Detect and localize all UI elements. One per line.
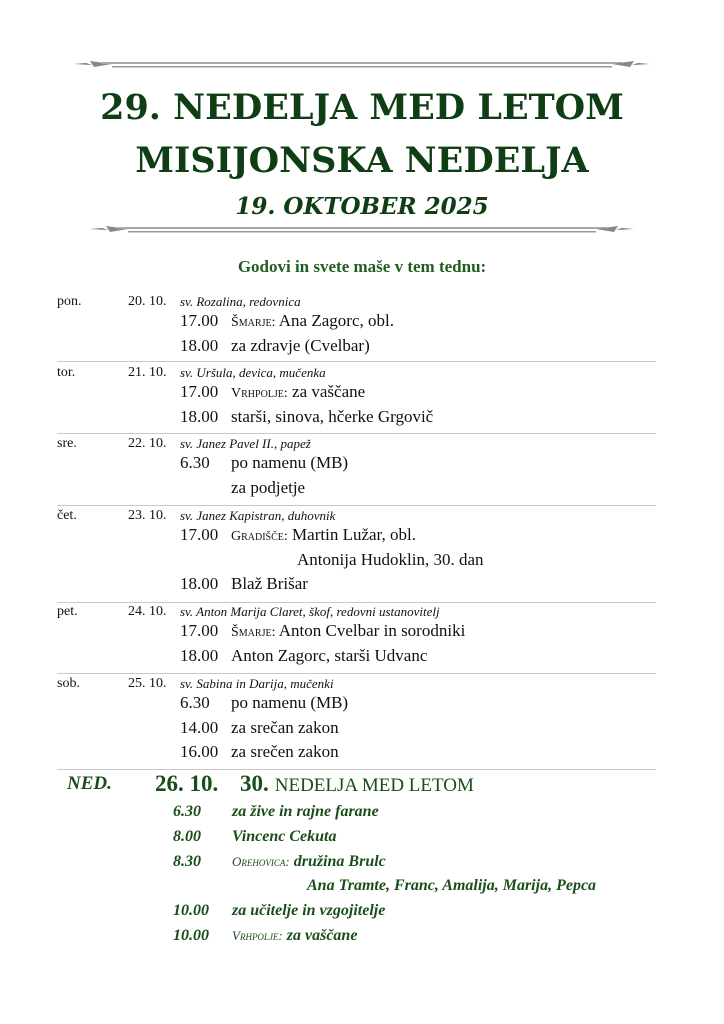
mass-location: Vrhpolje: <box>231 386 288 401</box>
mass-intention <box>231 646 427 666</box>
mass-intention <box>232 853 386 871</box>
top-ornament <box>72 55 652 71</box>
mass-location: Šmarje: <box>231 625 276 640</box>
day-separator <box>57 769 656 770</box>
mass-text: za podjetje <box>231 477 306 497</box>
sunday-title <box>240 771 474 797</box>
mass-intention <box>231 693 348 713</box>
day-name: pon. <box>57 294 82 309</box>
day-name: sob. <box>57 676 80 691</box>
saint-of-day: sv. Sabina in Darija, mučenki <box>180 676 334 691</box>
mass-time: 17.00 <box>180 311 219 330</box>
day-date: 20. 10. <box>128 294 167 309</box>
sunday-date: 26. 10. <box>155 771 219 796</box>
mass-time: 18.00 <box>180 645 219 665</box>
mass-text: za zdravje (Cvelbar) <box>231 335 370 355</box>
mass-text: družina Brulc <box>293 852 386 870</box>
mass-text: Vincenc Cekuta <box>232 827 337 845</box>
mass-time: 10.00 <box>173 902 209 920</box>
sunday-number: 30. <box>240 771 269 796</box>
mass-text: Martin Lužar, obl. <box>292 525 416 544</box>
mass-text: po namenu (MB) <box>231 453 349 472</box>
day-name: čet. <box>57 508 77 523</box>
mass-intention <box>231 574 308 594</box>
day-date: 23. 10. <box>128 508 167 523</box>
mass-intention <box>231 621 465 641</box>
mass-time: 8.00 <box>173 827 201 845</box>
mass-text: za srečen zakon <box>231 742 339 761</box>
mass-time: 17.00 <box>180 621 219 640</box>
mass-time: 8.30 <box>173 852 201 870</box>
saint-of-day: sv. Rozalina, redovnica <box>180 294 301 309</box>
day-date: 21. 10. <box>128 365 167 380</box>
day-name: tor. <box>57 365 76 380</box>
mass-intention <box>232 803 379 821</box>
saint-of-day: sv. Janez Kapistran, duhovnik <box>180 508 336 523</box>
mass-intention <box>231 478 305 498</box>
mass-intention <box>232 902 385 920</box>
mass-text: za srečan zakon <box>231 717 339 737</box>
day-date: 25. 10. <box>128 676 167 691</box>
day-separator <box>57 505 656 506</box>
mass-time: 18.00 <box>180 574 219 593</box>
mass-time: 14.00 <box>180 717 219 737</box>
day-separator <box>57 602 656 603</box>
mass-time: 6.30 <box>173 803 201 820</box>
saint-of-day: sv. Janez Pavel II., papež <box>180 436 311 451</box>
mass-location: Orehovica: <box>232 853 290 869</box>
mass-text: Blaž Brišar <box>231 574 308 593</box>
mass-intention <box>232 927 357 945</box>
title-line-1: 29. NEDELJA MED LETOM <box>100 87 624 128</box>
mass-time: 6.30 <box>180 453 210 472</box>
mass-time: 17.00 <box>180 525 219 544</box>
mass-text: po namenu (MB) <box>231 693 349 712</box>
title-line-2: MISIJONSKA NEDELJA <box>135 140 589 181</box>
day-date: 24. 10. <box>128 604 167 619</box>
saint-of-day: sv. Uršula, devica, mučenka <box>180 365 326 380</box>
mass-intention-extra: Antonija Hudoklin, 30. dan <box>297 549 484 569</box>
mass-intention <box>231 336 370 356</box>
mass-text: za vaščane <box>292 382 366 401</box>
saint-of-day: sv. Anton Marija Claret, škof, redovni ustanovitelj <box>180 604 440 619</box>
day-name: pet. <box>57 604 78 619</box>
mass-location: Gradišče: <box>231 529 288 544</box>
day-name: sre. <box>57 436 77 451</box>
mass-intention <box>231 311 394 331</box>
mass-intention <box>231 718 339 738</box>
mass-time: 18.00 <box>180 335 219 355</box>
mass-intention <box>231 382 365 402</box>
day-separator <box>57 433 656 434</box>
day-separator <box>57 673 656 674</box>
day-separator <box>57 361 656 362</box>
mass-location: Vrhpolje: <box>232 928 283 943</box>
mass-text: za učitelje in vzgojitelje <box>232 902 386 920</box>
mass-time: 18.00 <box>180 406 219 426</box>
mass-intention <box>231 453 348 473</box>
mass-time: 17.00 <box>180 382 219 401</box>
mass-time: 16.00 <box>180 742 219 761</box>
mass-text: Ana Zagorc, obl. <box>278 311 394 330</box>
mass-time: 6.30 <box>180 693 210 712</box>
week-subtitle: Godovi in svete maše v tem tednu: <box>237 257 487 276</box>
mass-text: Anton Cvelbar in sorodniki <box>278 621 466 640</box>
bottom-ornament <box>88 222 636 238</box>
mass-intention <box>232 828 336 846</box>
mass-intention <box>231 525 416 545</box>
mass-intention <box>231 407 433 427</box>
mass-intention <box>231 742 339 762</box>
day-date: 22. 10. <box>128 436 167 451</box>
mass-text: starši, sinova, hčerke Grgovič <box>231 406 434 426</box>
mass-location: Šmarje: <box>231 315 276 330</box>
mass-text: za žive in rajne farane <box>232 803 379 820</box>
mass-time: 10.00 <box>173 927 209 944</box>
sunday-title-text: NEDELJA MED LETOM <box>274 775 474 796</box>
sunday-name: NED. <box>67 773 112 794</box>
mass-text: za vaščane <box>286 927 358 944</box>
mass-text: Anton Zagorc, starši Udvanc <box>231 645 428 665</box>
title-date: 19. OKTOBER 2025 <box>235 193 489 220</box>
mass-intention-extra: Ana Tramte, Franc, Amalija, Marija, Pepca <box>307 877 597 895</box>
